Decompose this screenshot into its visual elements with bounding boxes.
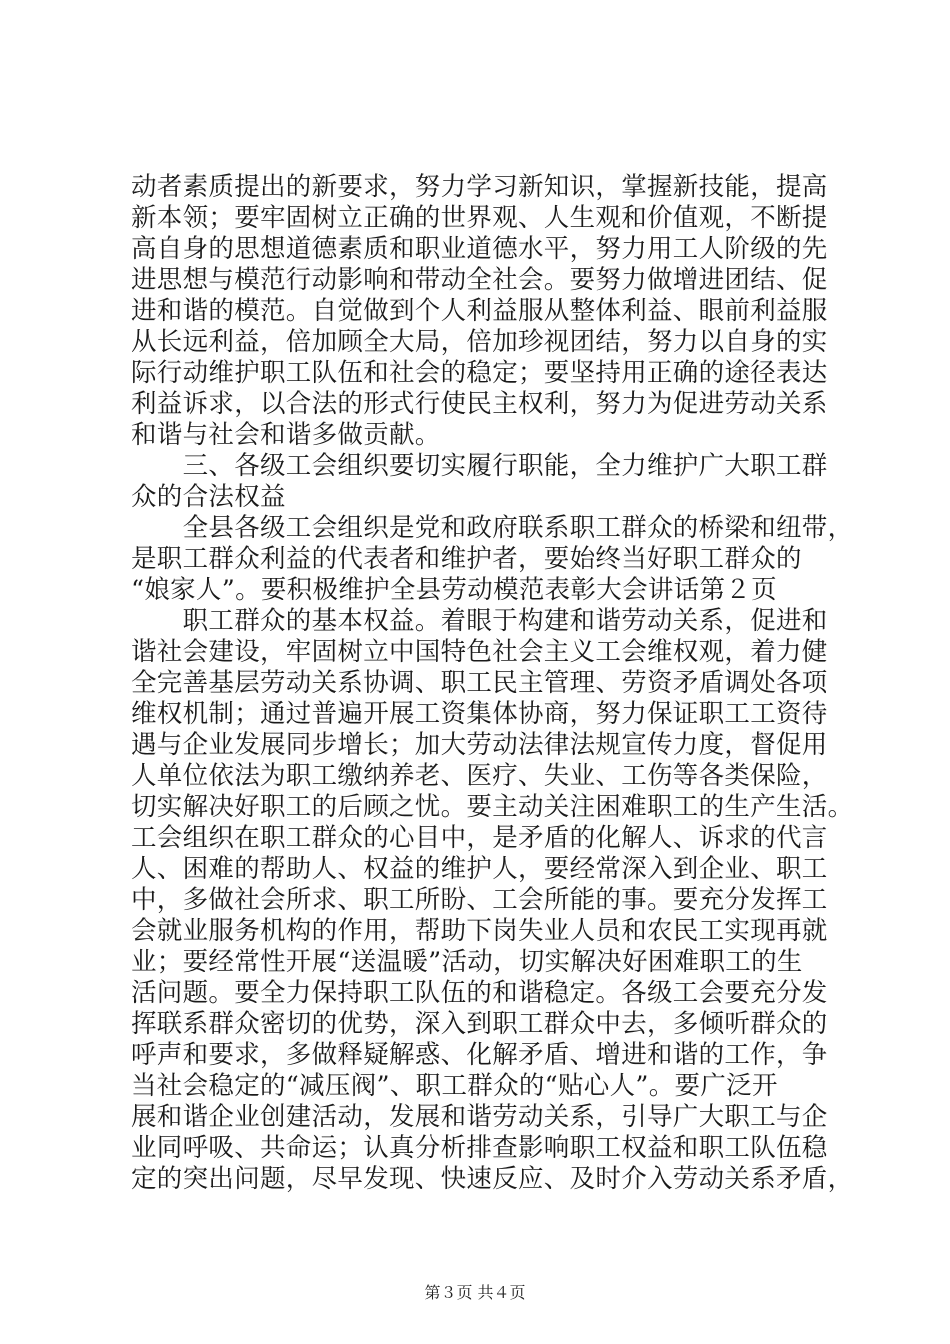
text-line: 人、困难的帮助人、权益的维护人，要经常深入到企业、职工 (131, 854, 828, 884)
text-line: 工会组织在职工群众的心目中，是矛盾的化解人、诉求的代言 (131, 823, 828, 853)
text-line: 全县各级工会组织是党和政府联系职工群众的桥梁和纽带， (131, 513, 854, 543)
text-line: 挥联系群众密切的优势，深入到职工群众中去，多倾听群众的 (131, 1009, 828, 1039)
text-line: 职工群众的基本权益。着眼于构建和谐劳动关系，促进和 (131, 606, 828, 636)
text-line: 当社会稳定的“减压阀”、职工群众的“贴心人”。要广泛开 (131, 1071, 778, 1101)
page-footer: 第３页 共４页 (424, 1283, 526, 1302)
text-line: 从长远利益，倍加顾全大局，倍加珍视团结，努力以自身的实 (131, 327, 828, 357)
text-line: 业；要经常性开展“送温暖”活动，切实解决好困难职工的生 (131, 947, 803, 977)
text-line: 维权机制；通过普遍开展工资集体协商，努力保证职工工资待 (131, 699, 828, 729)
text-line: 会就业服务机构的作用，帮助下岗失业人员和农民工实现再就 (131, 916, 828, 946)
section-heading-line: 众的合法权益 (131, 482, 286, 512)
text-line: 遇与企业发展同步增长；加大劳动法律法规宣传力度，督促用 (131, 730, 828, 760)
text-line: 利益诉求，以合法的形式行使民主权利，努力为促进劳动关系 (131, 389, 828, 419)
text-line: 新本领；要牢固树立正确的世界观、人生观和价值观，不断提 (131, 203, 828, 233)
section-heading-line: 三、各级工会组织要切实履行职能，全力维护广大职工群 (131, 451, 828, 481)
text-line: 切实解决好职工的后顾之忧。要主动关注困难职工的生产生活。 (131, 792, 854, 822)
text-line: 谐社会建设，牢固树立中国特色社会主义工会维权观，着力健 (131, 637, 828, 667)
text-line: 人单位依法为职工缴纳养老、医疗、失业、工伤等各类保险， (131, 761, 828, 791)
text-line: 进和谐的模范。自觉做到个人利益服从整体利益、眼前利益服 (131, 296, 828, 326)
body-text (131, 172, 854, 1195)
text-line: 高自身的思想道德素质和职业道德水平，努力用工人阶级的先 (131, 234, 828, 264)
text-line: 动者素质提出的新要求，努力学习新知识，掌握新技能，提高 (131, 172, 828, 202)
text-line: 是职工群众利益的代表者和维护者，要始终当好职工群众的 (131, 544, 802, 574)
text-line: “娘家人”。要积极维护全县劳动模范表彰大会讲话第２页 (131, 575, 777, 605)
text-line: 和谐与社会和谐多做贡献。 (131, 420, 441, 450)
text-line: 呼声和要求，多做释疑解惑、化解矛盾、增进和谐的工作，争 (131, 1040, 828, 1070)
text-line: 展和谐企业创建活动，发展和谐劳动关系，引导广大职工与企 (131, 1102, 828, 1132)
text-line: 业同呼吸、共命运；认真分析排查影响职工权益和职工队伍稳 (131, 1133, 828, 1163)
text-line: 定的突出问题，尽早发现、快速反应、及时介入劳动关系矛盾， (131, 1164, 854, 1194)
text-line: 活问题。要全力保持职工队伍的和谐稳定。各级工会要充分发 (131, 978, 828, 1008)
text-line: 全完善基层劳动关系协调、职工民主管理、劳资矛盾调处各项 (131, 668, 828, 698)
text-line: 中，多做社会所求、职工所盼、工会所能的事。要充分发挥工 (131, 885, 828, 915)
text-line: 际行动维护职工队伍和社会的稳定；要坚持用正确的途径表达 (131, 358, 828, 388)
text-line: 进思想与模范行动影响和带动全社会。要努力做增进团结、促 (131, 265, 828, 295)
